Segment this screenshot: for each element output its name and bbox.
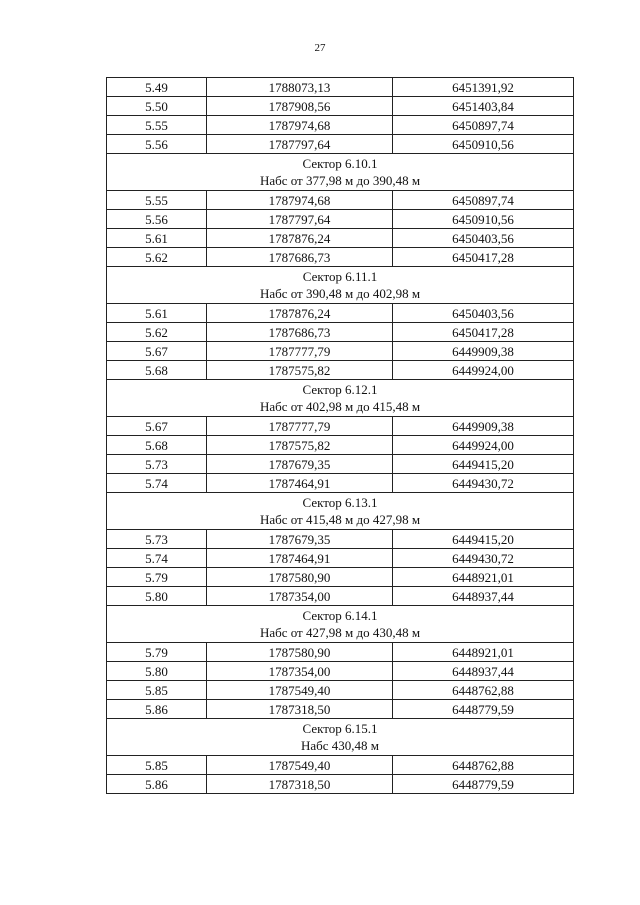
table-row (107, 662, 574, 681)
table-row (107, 304, 574, 323)
point-number-cell: 5.67 (107, 417, 207, 436)
y-coordinate-cell: 6449430,72 (393, 549, 574, 568)
table-row (107, 681, 574, 700)
table-row (107, 587, 574, 606)
y-coordinate-cell: 6448762,88 (393, 681, 574, 700)
sector-header-row (107, 267, 574, 304)
y-coordinate-cell: 6451403,84 (393, 97, 574, 116)
point-number-cell: 5.74 (107, 474, 207, 493)
y-coordinate-cell: 6448921,01 (393, 643, 574, 662)
sector-header-cell (107, 154, 574, 191)
x-coordinate-cell: 1787549,40 (207, 756, 393, 775)
table-row (107, 135, 574, 154)
sector-title: Сектор 6.11.1 (302, 269, 378, 284)
point-number-cell: 5.79 (107, 643, 207, 662)
point-number-cell: 5.61 (107, 229, 207, 248)
sector-range: Набс от 427,98 м до 430,48 м (259, 625, 421, 640)
x-coordinate-cell: 1787777,79 (207, 417, 393, 436)
sector-range: Набс от 415,48 м до 427,98 м (259, 512, 421, 527)
sector-header-cell (107, 493, 574, 530)
x-coordinate-cell: 1787580,90 (207, 643, 393, 662)
sector-header-cell (107, 380, 574, 417)
sector-range: Набс от 402,98 м до 415,48 м (259, 399, 421, 414)
x-coordinate-cell: 1787580,90 (207, 568, 393, 587)
y-coordinate-cell: 6451391,92 (393, 78, 574, 97)
x-coordinate-cell: 1787318,50 (207, 700, 393, 719)
y-coordinate-cell: 6450910,56 (393, 210, 574, 229)
table-row (107, 455, 574, 474)
point-number-cell: 5.56 (107, 210, 207, 229)
coordinates-table-body (107, 78, 574, 794)
point-number-cell: 5.49 (107, 78, 207, 97)
sector-header-row (107, 493, 574, 530)
table-row (107, 361, 574, 380)
sector-header-row (107, 719, 574, 756)
sector-range: Набс от 390,48 м до 402,98 м (259, 286, 421, 301)
sector-header-cell (107, 719, 574, 756)
point-number-cell: 5.50 (107, 97, 207, 116)
sector-title: Сектор 6.13.1 (302, 495, 378, 510)
point-number-cell: 5.80 (107, 662, 207, 681)
point-number-cell: 5.79 (107, 568, 207, 587)
point-number-cell: 5.73 (107, 530, 207, 549)
y-coordinate-cell: 6448921,01 (393, 568, 574, 587)
y-coordinate-cell: 6449909,38 (393, 417, 574, 436)
x-coordinate-cell: 1787354,00 (207, 662, 393, 681)
table-row (107, 530, 574, 549)
x-coordinate-cell: 1787777,79 (207, 342, 393, 361)
point-number-cell: 5.80 (107, 587, 207, 606)
table-row (107, 700, 574, 719)
sector-range: Набс от 377,98 м до 390,48 м (259, 173, 421, 188)
x-coordinate-cell: 1787354,00 (207, 587, 393, 606)
y-coordinate-cell: 6448779,59 (393, 700, 574, 719)
sector-header-row (107, 154, 574, 191)
y-coordinate-cell: 6449909,38 (393, 342, 574, 361)
x-coordinate-cell: 1787575,82 (207, 436, 393, 455)
y-coordinate-cell: 6449415,20 (393, 530, 574, 549)
x-coordinate-cell: 1787679,35 (207, 530, 393, 549)
point-number-cell: 5.68 (107, 436, 207, 455)
y-coordinate-cell: 6448937,44 (393, 587, 574, 606)
table-row (107, 78, 574, 97)
table-row (107, 116, 574, 135)
coordinates-table (106, 77, 574, 794)
x-coordinate-cell: 1787686,73 (207, 323, 393, 342)
sector-header-row (107, 380, 574, 417)
sector-title: Сектор 6.10.1 (302, 156, 378, 171)
x-coordinate-cell: 1787797,64 (207, 135, 393, 154)
point-number-cell: 5.86 (107, 700, 207, 719)
table-row (107, 756, 574, 775)
y-coordinate-cell: 6450897,74 (393, 116, 574, 135)
point-number-cell: 5.85 (107, 756, 207, 775)
y-coordinate-cell: 6450910,56 (393, 135, 574, 154)
point-number-cell: 5.86 (107, 775, 207, 794)
y-coordinate-cell: 6450417,28 (393, 248, 574, 267)
y-coordinate-cell: 6448762,88 (393, 756, 574, 775)
point-number-cell: 5.56 (107, 135, 207, 154)
table-row (107, 342, 574, 361)
x-coordinate-cell: 1787464,91 (207, 474, 393, 493)
point-number-cell: 5.85 (107, 681, 207, 700)
table-row (107, 775, 574, 794)
x-coordinate-cell: 1787974,68 (207, 116, 393, 135)
y-coordinate-cell: 6449430,72 (393, 474, 574, 493)
table-row (107, 417, 574, 436)
sector-title: Сектор 6.12.1 (302, 382, 378, 397)
x-coordinate-cell: 1787908,56 (207, 97, 393, 116)
point-number-cell: 5.55 (107, 191, 207, 210)
point-number-cell: 5.68 (107, 361, 207, 380)
table-row (107, 323, 574, 342)
x-coordinate-cell: 1787464,91 (207, 549, 393, 568)
point-number-cell: 5.55 (107, 116, 207, 135)
point-number-cell: 5.62 (107, 248, 207, 267)
table-row (107, 191, 574, 210)
point-number-cell: 5.73 (107, 455, 207, 474)
y-coordinate-cell: 6448779,59 (393, 775, 574, 794)
table-row (107, 97, 574, 116)
y-coordinate-cell: 6450897,74 (393, 191, 574, 210)
x-coordinate-cell: 1787876,24 (207, 304, 393, 323)
table-row (107, 436, 574, 455)
point-number-cell: 5.74 (107, 549, 207, 568)
sector-header-row (107, 606, 574, 643)
x-coordinate-cell: 1787686,73 (207, 248, 393, 267)
table-row (107, 568, 574, 587)
table-row (107, 229, 574, 248)
x-coordinate-cell: 1787549,40 (207, 681, 393, 700)
table-row (107, 643, 574, 662)
point-number-cell: 5.62 (107, 323, 207, 342)
table-row (107, 248, 574, 267)
y-coordinate-cell: 6448937,44 (393, 662, 574, 681)
table-row (107, 549, 574, 568)
page-number: 27 (314, 42, 326, 54)
x-coordinate-cell: 1788073,13 (207, 78, 393, 97)
sector-title: Сектор 6.15.1 (302, 721, 378, 736)
y-coordinate-cell: 6449924,00 (393, 361, 574, 380)
sector-header-cell (107, 267, 574, 304)
x-coordinate-cell: 1787318,50 (207, 775, 393, 794)
x-coordinate-cell: 1787797,64 (207, 210, 393, 229)
table-row (107, 474, 574, 493)
x-coordinate-cell: 1787974,68 (207, 191, 393, 210)
y-coordinate-cell: 6450417,28 (393, 323, 574, 342)
sector-title: Сектор 6.14.1 (302, 608, 378, 623)
sector-header-cell (107, 606, 574, 643)
y-coordinate-cell: 6449924,00 (393, 436, 574, 455)
y-coordinate-cell: 6449415,20 (393, 455, 574, 474)
table-row (107, 210, 574, 229)
point-number-cell: 5.67 (107, 342, 207, 361)
point-number-cell: 5.61 (107, 304, 207, 323)
y-coordinate-cell: 6450403,56 (393, 229, 574, 248)
x-coordinate-cell: 1787876,24 (207, 229, 393, 248)
y-coordinate-cell: 6450403,56 (393, 304, 574, 323)
x-coordinate-cell: 1787679,35 (207, 455, 393, 474)
sector-range: Набс 430,48 м (300, 738, 380, 753)
x-coordinate-cell: 1787575,82 (207, 361, 393, 380)
